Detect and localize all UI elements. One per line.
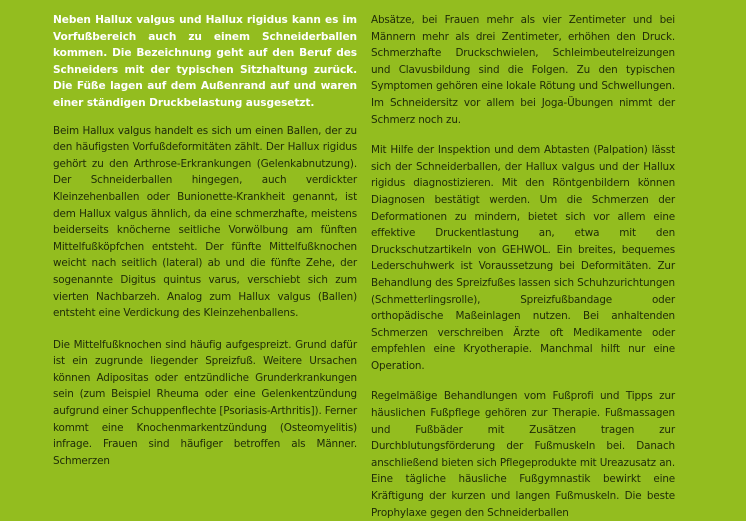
body-paragraph: Absätze, bei Frauen mehr als vier Zentimeter und bei Männern mehr als drei Zentimeter, erhöhen den Druck. Schmerzhafte Druckschwielen, Schleimbeutelreizungen und Clavusbildung sind die Folgen. Zu den typischen Symptomen gehören eine lokale Rötung und Schwellungen. Im Schneidersitz vor allem bei Joga-Übungen nimmt der Schmerz noch zu. xyxy=(371,14,675,126)
left-column xyxy=(53,0,357,469)
body-paragraph: Die Mittelfußknochen sind häufig aufgespreizt. Grund dafür ist ein zugrunde liegender Spreizfuß. Weitere Ursachen können Adipositas oder entzündliche Grunderkrankungen sein (zum Beispiel Rheuma oder eine Gelenkentzündung aufgrund einer Schuppenflechte [Psoriasis-Arthritis]). Ferner kommt eine Knochenmarkentzündung (Osteomyelitis) infrage. Frauen sind häufiger betroffen als Männer. Schmerzen xyxy=(53,338,357,467)
body-paragraph: Beim Hallux valgus handelt es sich um einen Ballen, der zu den häufigsten Vorfußdeformitäten zählt. Der Hallux rigidus gehört zu den Arthrose-Erkrankungen (Gelenkabnutzung). Der Schneiderballen hingegen, auch verdickter Kleinzehenballen oder Bunionette-Krankheit genannt, ist dem Hallux valgus ähnlich, da eine schmerzhafte, meistens beiderseits knöcherne seitliche Vorwölbung am fünften Mittelfußköpfchen entsteht. Der fünfte Mittelfußknochen weicht nach seitlich (lateral) ab und die fünfte Zehe, der sogenannte Digitus quintus varus, verschiebt sich zum vierten Nachbarzeh. Analog zum Hallux valgus (Ballen) entsteht eine Verdickung des Kleinzehenballens. xyxy=(53,124,357,320)
right-column xyxy=(371,0,675,521)
body-paragraph: Mit Hilfe der Inspektion und dem Abtasten (Palpation) lässt sich der Schneiderballen, der Hallux valgus und der Hallux rigidus diagnostizieren. Mit den Röntgenbildern können Diagnosen bestätigt werden. Um die Schmerzen der Deformationen zu mindern, bietet sich vor allem eine effektive Druckentlastung an, etwa mit den Druckschutzartikeln von GEHWOL. Ein breites, bequemes Lederschuhwerk ist Voraussetzung bei Deformitäten. Zur Behandlung des Spreizfußes lassen sich Schuhzurichtungen (Schmetterlingsrolle), Spreizfußbandage oder orthopädische Maßeinlagen nutzen. Bei anhaltenden Schmerzen verschreiben Ärzte oft Medikamente oder empfehlen eine Kryotherapie. Manchmal hilft nur eine Operation. xyxy=(371,144,675,372)
body-paragraph: Regelmäßige Behandlungen vom Fußprofi und Tipps zur häuslichen Fußpflege gehören zur Therapie. Fußmassagen und Fußbäder mit Zusätzen tragen zur Durchblutungsförderung der Fußmuskeln bei. Danach anschließend bieten sich Pflegeprodukte mit Ureazusatz an. Eine tägliche häusliche Fußgymnastik bewirkt eine Kräftigung der kurzen und langen Fußmuskeln. Die beste Prophylaxe gegen den Schneiderballen xyxy=(371,390,675,519)
intro-paragraph: Neben Hallux valgus und Hallux rigidus kann es im Vorfußbereich auch zu einem Schneiderballen kommen. Die Bezeichnung geht auf den Beruf des Schneiders mit der typischen Sitzhaltung zurück. Die Füße lagen auf dem Außenrand auf und waren einer ständigen Druckbelastung ausgesetzt. xyxy=(53,14,357,109)
